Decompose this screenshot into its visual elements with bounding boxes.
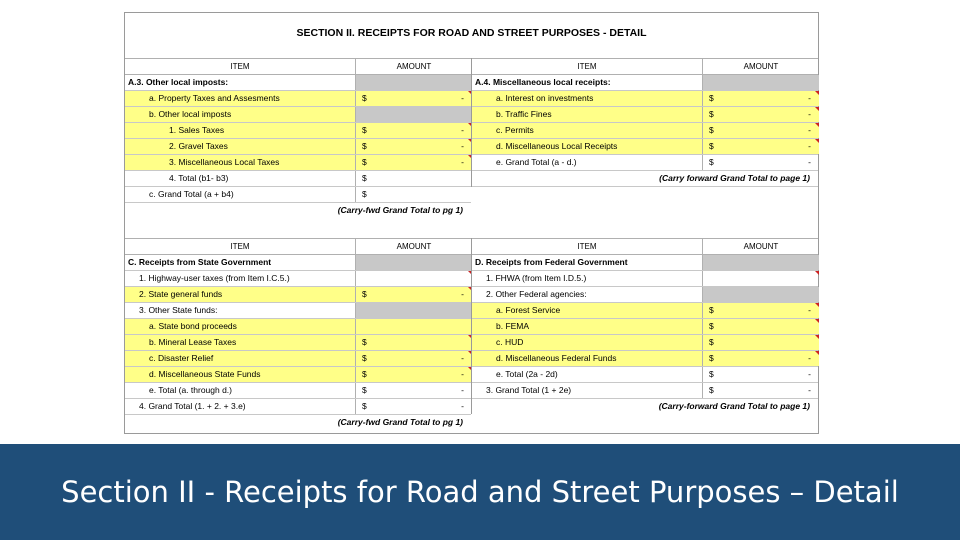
- currency-symbol: $: [362, 289, 367, 299]
- state-government-table: [125, 238, 471, 430]
- amount-cell[interactable]: [355, 383, 472, 398]
- currency-symbol: $: [709, 125, 714, 135]
- amount-cell[interactable]: [355, 271, 472, 286]
- amount-cell[interactable]: [702, 303, 819, 318]
- comment-indicator-icon: [815, 107, 819, 111]
- amount-value: -: [461, 125, 464, 135]
- table-row: [125, 335, 471, 351]
- amount-cell[interactable]: [702, 139, 819, 154]
- amount-value: -: [808, 369, 811, 379]
- table-row: [125, 91, 471, 107]
- currency-symbol: $: [362, 173, 367, 183]
- currency-symbol: $: [362, 337, 367, 347]
- row-label: d. Miscellaneous Local Receipts: [472, 139, 726, 154]
- table-row: [125, 171, 471, 187]
- currency-symbol: $: [709, 369, 714, 379]
- amount-cell[interactable]: [355, 187, 472, 202]
- amount-value: -: [808, 125, 811, 135]
- row-label: A.3. Other local imposts:: [128, 77, 229, 87]
- amount-cell[interactable]: [355, 123, 472, 138]
- table-row: [125, 319, 471, 335]
- row-label: a. State bond proceeds: [125, 319, 379, 334]
- row-label: C. Receipts from State Government: [128, 257, 272, 267]
- amount-cell[interactable]: [355, 171, 472, 186]
- table-row: [125, 75, 471, 91]
- amount-value: -: [461, 401, 464, 411]
- slide-footer-banner: [0, 444, 960, 540]
- amount-value: -: [808, 141, 811, 151]
- row-label: A.4. Miscellaneous local receipts:: [475, 77, 611, 87]
- table-row: [125, 383, 471, 399]
- amount-cell[interactable]: [702, 335, 819, 350]
- table-row: [472, 91, 818, 107]
- table-row: [472, 271, 818, 287]
- carry-forward-note: [472, 171, 818, 187]
- carry-forward-note: [125, 203, 471, 218]
- table-row: [472, 107, 818, 123]
- table-row: [472, 335, 818, 351]
- amount-cell[interactable]: [355, 91, 472, 106]
- currency-symbol: $: [362, 385, 367, 395]
- amount-column-header: AMOUNT: [702, 59, 819, 74]
- item-column-header: ITEM: [230, 62, 250, 71]
- table-row: [472, 155, 818, 171]
- amount-value: -: [808, 305, 811, 315]
- row-label: a. Interest on investments: [472, 91, 726, 106]
- column-header-row: [125, 58, 471, 75]
- table-row: [472, 287, 818, 303]
- misc-local-receipts-table: [471, 58, 818, 187]
- comment-indicator-icon: [815, 351, 819, 355]
- currency-symbol: $: [362, 93, 367, 103]
- row-label: c. Disaster Relief: [125, 351, 379, 366]
- table-row: [125, 107, 471, 123]
- table-row: [125, 155, 471, 171]
- amount-cell[interactable]: [702, 75, 819, 90]
- table-row: [125, 351, 471, 367]
- amount-cell[interactable]: [355, 107, 472, 122]
- row-label: 4. Grand Total (1. + 2. + 3.e): [139, 401, 246, 411]
- comment-indicator-icon: [815, 335, 819, 339]
- local-imposts-table: [125, 58, 471, 218]
- row-label: b. Mineral Lease Taxes: [125, 335, 379, 350]
- carry-forward-text: (Carry-fwd Grand Total to pg 1): [337, 417, 463, 427]
- amount-value: -: [461, 93, 464, 103]
- amount-cell[interactable]: [702, 91, 819, 106]
- table-row: [125, 255, 471, 271]
- row-label: 3. Other State funds:: [139, 305, 218, 315]
- item-column-header: ITEM: [230, 242, 250, 251]
- amount-value: -: [461, 369, 464, 379]
- currency-symbol: $: [709, 337, 714, 347]
- amount-value: -: [461, 141, 464, 151]
- row-label: c. Grand Total (a + b4): [149, 189, 234, 199]
- carry-forward-note: [125, 415, 471, 430]
- row-label: b. Other local imposts: [125, 107, 379, 122]
- amount-cell[interactable]: [702, 319, 819, 334]
- row-label: b. Traffic Fines: [472, 107, 726, 122]
- amount-value: -: [808, 353, 811, 363]
- carry-forward-text: (Carry forward Grand Total to page 1): [659, 173, 810, 183]
- row-label: a. Forest Service: [472, 303, 726, 318]
- comment-indicator-icon: [815, 271, 819, 275]
- sheet-title: SECTION II. RECEIPTS FOR ROAD AND STREET PURPOSES - DETAIL: [296, 27, 647, 39]
- comment-indicator-icon: [815, 319, 819, 323]
- amount-column-header: AMOUNT: [355, 59, 472, 74]
- slide-title: Section II - Receipts for Road and Street Purposes – Detail: [61, 475, 899, 509]
- currency-symbol: $: [709, 321, 714, 331]
- amount-cell[interactable]: [355, 351, 472, 366]
- row-label: 2. Gravel Taxes: [125, 139, 399, 154]
- row-label: 2. State general funds: [125, 287, 369, 302]
- carry-forward-note: [472, 399, 818, 414]
- amount-cell[interactable]: [702, 351, 819, 366]
- column-header-row: [472, 58, 818, 75]
- table-row: [125, 271, 471, 287]
- currency-symbol: $: [709, 385, 714, 395]
- table-row: [472, 255, 818, 271]
- row-label: c. HUD: [472, 335, 726, 350]
- currency-symbol: $: [362, 353, 367, 363]
- amount-cell[interactable]: [702, 155, 819, 170]
- amount-value: -: [808, 157, 811, 167]
- row-label: 1. Highway-user taxes (from Item I.C.5.): [139, 273, 290, 283]
- amount-value: -: [461, 289, 464, 299]
- amount-cell[interactable]: [702, 287, 819, 302]
- item-column-header: ITEM: [577, 242, 597, 251]
- amount-cell[interactable]: [355, 155, 472, 170]
- amount-value: -: [808, 109, 811, 119]
- row-label: b. FEMA: [472, 319, 726, 334]
- column-header-row: [125, 238, 471, 255]
- column-header-row: [472, 238, 818, 255]
- currency-symbol: $: [362, 189, 367, 199]
- amount-cell[interactable]: [355, 303, 472, 318]
- table-row: [472, 303, 818, 319]
- amount-cell[interactable]: [702, 107, 819, 122]
- row-label: e. Total (2a - 2d): [496, 369, 558, 379]
- row-label: c. Permits: [472, 123, 726, 138]
- table-row: [125, 139, 471, 155]
- row-label: 3. Grand Total (1 + 2e): [486, 385, 572, 395]
- table-row: [125, 303, 471, 319]
- row-label: 2. Other Federal agencies:: [486, 289, 587, 299]
- currency-symbol: $: [362, 141, 367, 151]
- amount-cell[interactable]: [702, 383, 819, 398]
- table-row: [472, 367, 818, 383]
- carry-forward-text: (Carry-fwd Grand Total to pg 1): [337, 205, 463, 215]
- table-row: [472, 75, 818, 91]
- table-row: [472, 319, 818, 335]
- amount-cell[interactable]: [702, 367, 819, 382]
- row-label: e. Grand Total (a - d.): [496, 157, 577, 167]
- table-row: [472, 123, 818, 139]
- amount-cell[interactable]: [702, 255, 819, 270]
- comment-indicator-icon: [815, 123, 819, 127]
- spreadsheet-form: [124, 12, 819, 434]
- amount-column-header: AMOUNT: [702, 239, 819, 254]
- currency-symbol: $: [709, 305, 714, 315]
- currency-symbol: $: [709, 141, 714, 151]
- row-label: d. Miscellaneous State Funds: [125, 367, 379, 382]
- table-row: [472, 139, 818, 155]
- row-label: d. Miscellaneous Federal Funds: [472, 351, 726, 366]
- currency-symbol: $: [362, 157, 367, 167]
- table-row: [125, 187, 471, 203]
- federal-government-table: [471, 238, 818, 414]
- table-row: [125, 367, 471, 383]
- row-label: 4. Total (b1- b3): [169, 173, 229, 183]
- comment-indicator-icon: [815, 303, 819, 307]
- currency-symbol: $: [362, 125, 367, 135]
- amount-cell[interactable]: [355, 367, 472, 382]
- table-row: [472, 351, 818, 367]
- amount-cell[interactable]: [355, 287, 472, 302]
- amount-value: -: [461, 353, 464, 363]
- row-label: a. Property Taxes and Assesments: [125, 91, 379, 106]
- comment-indicator-icon: [815, 91, 819, 95]
- row-label: 3. Miscellaneous Local Taxes: [125, 155, 399, 170]
- row-label: 1. Sales Taxes: [125, 123, 399, 138]
- row-label: 1. FHWA (from Item I.D.5.): [486, 273, 587, 283]
- amount-value: -: [461, 157, 464, 167]
- table-row: [472, 383, 818, 399]
- amount-cell[interactable]: [355, 75, 472, 90]
- table-row: [125, 399, 471, 415]
- amount-column-header: AMOUNT: [355, 239, 472, 254]
- amount-cell[interactable]: [355, 139, 472, 154]
- row-label: D. Receipts from Federal Government: [475, 257, 628, 267]
- currency-symbol: $: [362, 401, 367, 411]
- amount-cell[interactable]: [355, 319, 472, 334]
- row-label: e. Total (a. through d.): [149, 385, 233, 395]
- table-row: [125, 123, 471, 139]
- amount-value: -: [808, 385, 811, 395]
- currency-symbol: $: [709, 157, 714, 167]
- currency-symbol: $: [709, 93, 714, 103]
- item-column-header: ITEM: [577, 62, 597, 71]
- amount-cell[interactable]: [355, 335, 472, 350]
- amount-cell[interactable]: [355, 399, 472, 414]
- amount-cell[interactable]: [702, 271, 819, 286]
- carry-forward-text: (Carry-forward Grand Total to page 1): [658, 401, 810, 411]
- currency-symbol: $: [362, 369, 367, 379]
- comment-indicator-icon: [815, 139, 819, 143]
- table-row: [125, 287, 471, 303]
- amount-value: -: [808, 93, 811, 103]
- amount-cell[interactable]: [355, 255, 472, 270]
- currency-symbol: $: [709, 353, 714, 363]
- currency-symbol: $: [709, 109, 714, 119]
- amount-cell[interactable]: [702, 123, 819, 138]
- amount-value: -: [461, 385, 464, 395]
